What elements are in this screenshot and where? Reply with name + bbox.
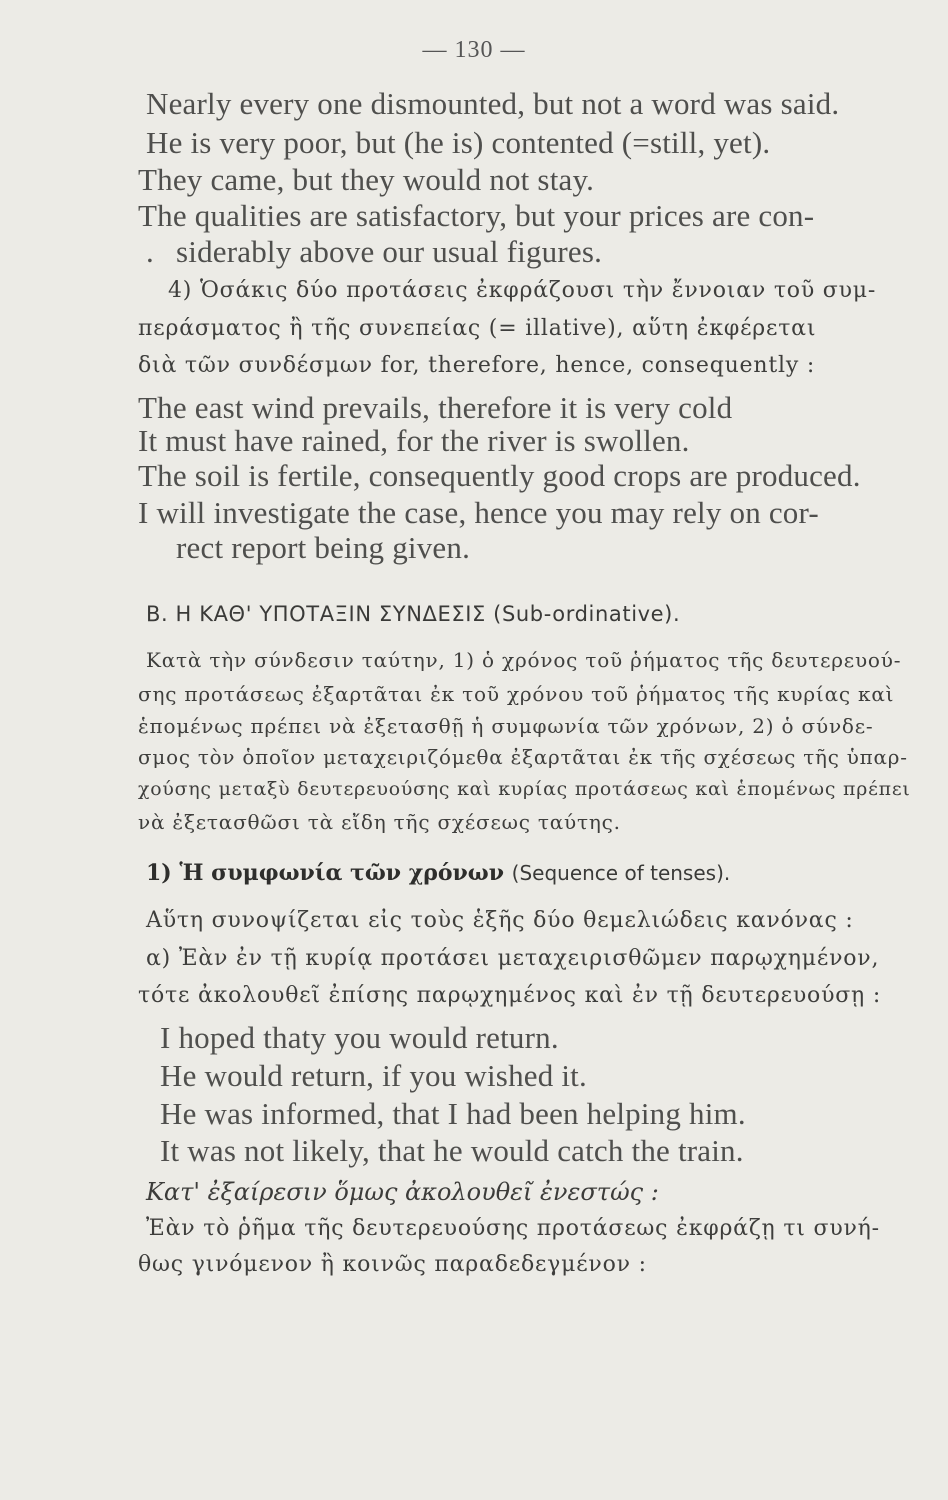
rule-text: α) Ἐὰν ἐν τῇ κυρίᾳ προτάσει μεταχειρισθῶμεν παρῳχημένον, bbox=[146, 946, 880, 971]
rule-text: διὰ τῶν συνδέσμων for, therefore, hence, consequently : bbox=[138, 353, 816, 378]
example-line: The east wind prevails, therefore it is very cold bbox=[138, 390, 733, 425]
section-heading: Β. Η ΚΑΘ' ΥΠΟΤΑΞΙΝ ΣΥΝΔΕΣΙΣ (Sub-ordinative). bbox=[146, 602, 681, 626]
paragraph-line: νὰ ἐξετασθῶσι τὰ εἴδη τῆς σχέσεως ταύτης. bbox=[138, 810, 621, 834]
example-line: The qualities are satisfactory, but your prices are con- bbox=[138, 198, 815, 233]
example-line: I will investigate the case, hence you may rely on cor- bbox=[138, 495, 819, 530]
page-number: — 130 — bbox=[422, 37, 526, 63]
rule-text: 4) Ὁσάκις δύο προτάσεις ἐκφράζουσι τὴν ἔννοιαν τοῦ συμ- bbox=[168, 278, 877, 303]
subheading-greek: 1) Ἡ συμφωνία τῶν χρόνων bbox=[146, 860, 504, 886]
example-line: They came, but they would not stay. bbox=[138, 162, 595, 197]
subheading bbox=[146, 862, 730, 884]
rule-text: Αὕτη συνοψίζεται εἰς τοὺς ἑξῆς δύο θεμελιώδεις κανόνας : bbox=[146, 908, 854, 933]
example-line: He was informed, that I had been helping him. bbox=[160, 1096, 746, 1131]
example-line: siderably above our usual figures. bbox=[176, 234, 603, 269]
paragraph-line: σμος τὸν ὁποῖον μεταχειριζόμεθα ἐξαρτᾶται ἐκ τῆς σχέσεως τῆς ὑπαρ- bbox=[138, 746, 908, 769]
example-line: rect report being given. bbox=[176, 530, 471, 565]
example-line: The soil is fertile, consequently good crops are produced. bbox=[138, 458, 861, 493]
rule-text: περάσματος ἢ τῆς συνεπείας (= illative), αὕτη ἐκφέρεται bbox=[138, 316, 817, 341]
paragraph-line: Κατὰ τὴν σύνδεσιν ταύτην, 1) ὁ χρόνος τοῦ ῥήματος τῆς δευτερευού- bbox=[146, 648, 902, 672]
note-marker: . bbox=[146, 234, 154, 269]
example-line: He would return, if you wished it. bbox=[160, 1058, 587, 1093]
subheading-english: (Sequence of tenses). bbox=[511, 861, 731, 885]
paragraph-line: χούσης μεταξὺ δευτερευούσης καὶ κυρίας προτάσεως καὶ ἑπομένως πρέπει bbox=[138, 778, 911, 800]
paragraph-line: ἑπομένως πρέπει νὰ ἐξετασθῇ ἡ συμφωνία τῶν χρόνων, 2) ὁ σύνδε- bbox=[138, 714, 874, 738]
rule-text: τότε ἀκολουθεῖ ἐπίσης παρῳχημένος καὶ ἐν τῇ δευτερευούσῃ : bbox=[138, 983, 882, 1008]
example-line: I hoped thaty you would return. bbox=[160, 1020, 559, 1055]
example-line: It must have rained, for the river is swollen. bbox=[138, 423, 690, 458]
exception-heading: Κατ' ἐξαίρεσιν ὅμως ἀκολουθεῖ ἐνεστώς : bbox=[146, 1178, 659, 1206]
example-line: Nearly every one dismounted, but not a word was said. bbox=[146, 86, 840, 121]
example-line: It was not likely, that he would catch the train. bbox=[160, 1133, 744, 1168]
paragraph-line: θως γινόμενον ἢ κοινῶς παραδεδεγμένον : bbox=[138, 1252, 647, 1277]
paragraph-line: σης προτάσεως ἐξαρτᾶται ἐκ τοῦ χρόνου τοῦ ῥήματος τῆς κυρίας καὶ bbox=[138, 682, 895, 706]
example-line: He is very poor, but (he is) contented (=still, yet). bbox=[146, 125, 771, 160]
paragraph-line: Ἐὰν τὸ ῥῆμα τῆς δευτερευούσης προτάσεως ἐκφράζῃ τι συνή- bbox=[146, 1216, 880, 1241]
